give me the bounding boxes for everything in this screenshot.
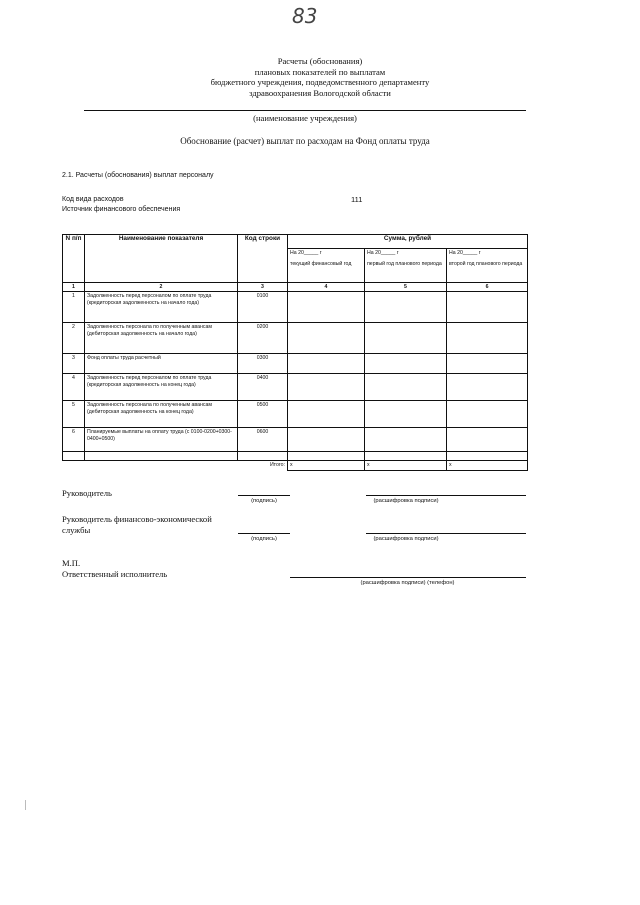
row-num: 5 xyxy=(63,401,85,428)
finance-decode-line xyxy=(366,533,526,534)
finance-decode-caption: (расшифровка подписи) xyxy=(373,536,439,542)
year-desc: второй год планового периода xyxy=(449,261,523,268)
value-cell[interactable] xyxy=(447,428,528,452)
total-mark: x xyxy=(447,461,528,471)
expense-code-label: Код вида расходов xyxy=(62,196,124,203)
header-name: Наименование показателя xyxy=(85,235,238,283)
header-code: Код строки xyxy=(238,235,288,283)
row-code: 0100 xyxy=(238,292,288,323)
document-subtitle: Обоснование (расчет) выплат по расходам на Фонд оплаты труда xyxy=(180,136,430,146)
row-code: 0200 xyxy=(238,323,288,354)
value-cell[interactable] xyxy=(447,323,528,354)
executor-caption: (расшифровка подписи) (телефон) xyxy=(360,580,455,586)
finance-signature-line xyxy=(238,533,290,534)
document-title xyxy=(150,56,490,98)
table-row xyxy=(63,374,528,401)
col-number: 1 xyxy=(63,283,85,292)
year-label: На 20_____ г xyxy=(290,250,322,256)
year-cell xyxy=(288,249,365,283)
col-number: 3 xyxy=(238,283,288,292)
scan-mark xyxy=(25,800,26,810)
value-cell[interactable] xyxy=(365,374,447,401)
row-name: Задолженность перед персоналом по оплате труда (кредиторская задолженность на начало года) xyxy=(85,292,238,323)
total-label: Итого: xyxy=(63,461,288,471)
executor-label: Ответственный исполнитель xyxy=(62,569,168,579)
year-label: На 20_____ г xyxy=(449,250,481,256)
table-row xyxy=(63,354,528,374)
value-cell[interactable] xyxy=(365,428,447,452)
header-sum: Сумма, рублей xyxy=(288,235,528,249)
empty-cell[interactable] xyxy=(447,452,528,461)
value-cell[interactable] xyxy=(447,401,528,428)
value-cell[interactable] xyxy=(447,374,528,401)
value-cell[interactable] xyxy=(365,354,447,374)
year-desc: первый год планового периода xyxy=(367,261,442,268)
stamp-label: М.П. xyxy=(62,558,81,568)
finance-signature-caption: (подпись) xyxy=(251,536,277,542)
value-cell[interactable] xyxy=(365,323,447,354)
year-cell xyxy=(365,249,447,283)
institution-caption: (наименование учреждения) xyxy=(253,113,357,123)
header-num: N п/п xyxy=(63,235,85,283)
empty-cell xyxy=(85,452,238,461)
total-mark: x xyxy=(288,461,365,471)
table-row-empty xyxy=(63,452,528,461)
row-num: 3 xyxy=(63,354,85,374)
title-line: Расчеты (обоснования) xyxy=(277,56,363,66)
row-num: 2 xyxy=(63,323,85,354)
total-row xyxy=(63,461,528,471)
year-desc: текущий финансовый год xyxy=(290,261,352,268)
section-title: 2.1. Расчеты (обоснования) выплат персоналу xyxy=(62,172,214,179)
head-decode-caption: (расшифровка подписи) xyxy=(373,498,439,504)
empty-cell[interactable] xyxy=(288,452,365,461)
expense-code-value: 111 xyxy=(351,195,363,204)
value-cell[interactable] xyxy=(288,401,365,428)
empty-cell xyxy=(63,452,85,461)
title-line: здравоохранения Вологодской области xyxy=(249,87,391,98)
finance-head-label-2: службы xyxy=(62,525,91,535)
value-cell[interactable] xyxy=(447,354,528,374)
value-cell[interactable] xyxy=(288,428,365,452)
row-num: 1 xyxy=(63,292,85,323)
row-name: Планируемые выплаты на оплату труда (с 0100-0200+0300-0400+0500) xyxy=(85,428,238,452)
row-name: Задолженность перед персоналом по оплате труда (кредиторская задолженность на конец года) xyxy=(85,374,238,401)
row-code: 0300 xyxy=(238,354,288,374)
year-label: На 20_____ г xyxy=(367,250,399,256)
executor-line xyxy=(290,577,526,578)
value-cell[interactable] xyxy=(447,292,528,323)
table-row xyxy=(63,401,528,428)
institution-name-line xyxy=(84,110,526,111)
empty-cell[interactable] xyxy=(365,452,447,461)
finance-head-label-1: Руководитель финансово-экономической xyxy=(62,514,212,524)
title-line: бюджетного учреждения, подведомственного департаменту xyxy=(210,77,430,87)
head-signature-caption: (подпись) xyxy=(251,498,277,504)
table-row xyxy=(63,292,528,323)
col-number: 4 xyxy=(288,283,365,292)
row-num: 6 xyxy=(63,428,85,452)
total-mark: x xyxy=(365,461,447,471)
row-name: Задолженность персонала по полученным авансам (дебиторская задолженность на конец года) xyxy=(85,401,238,428)
page-number: 83 xyxy=(292,4,318,28)
row-code: 0500 xyxy=(238,401,288,428)
value-cell[interactable] xyxy=(288,374,365,401)
col-number: 5 xyxy=(365,283,447,292)
head-decode-line xyxy=(366,495,526,496)
payroll-table xyxy=(62,234,528,471)
col-number: 6 xyxy=(447,283,528,292)
row-name: Фонд оплаты труда расчетный xyxy=(85,354,238,374)
value-cell[interactable] xyxy=(288,354,365,374)
value-cell[interactable] xyxy=(288,292,365,323)
row-num: 4 xyxy=(63,374,85,401)
empty-cell xyxy=(238,452,288,461)
table-row xyxy=(63,428,528,452)
row-name: Задолженность персонала по полученным авансам (дебиторская задолженность на начало года) xyxy=(85,323,238,354)
col-number: 2 xyxy=(85,283,238,292)
funding-source-label: Источник финансового обеспечения xyxy=(62,206,181,213)
row-code: 0400 xyxy=(238,374,288,401)
head-signature-line xyxy=(238,495,290,496)
head-label: Руководитель xyxy=(62,488,112,498)
value-cell[interactable] xyxy=(365,292,447,323)
title-line: плановых показателей по выплатам xyxy=(254,66,386,77)
table-row xyxy=(63,323,528,354)
row-code: 0600 xyxy=(238,428,288,452)
value-cell[interactable] xyxy=(365,401,447,428)
value-cell[interactable] xyxy=(288,323,365,354)
year-cell xyxy=(447,249,528,283)
